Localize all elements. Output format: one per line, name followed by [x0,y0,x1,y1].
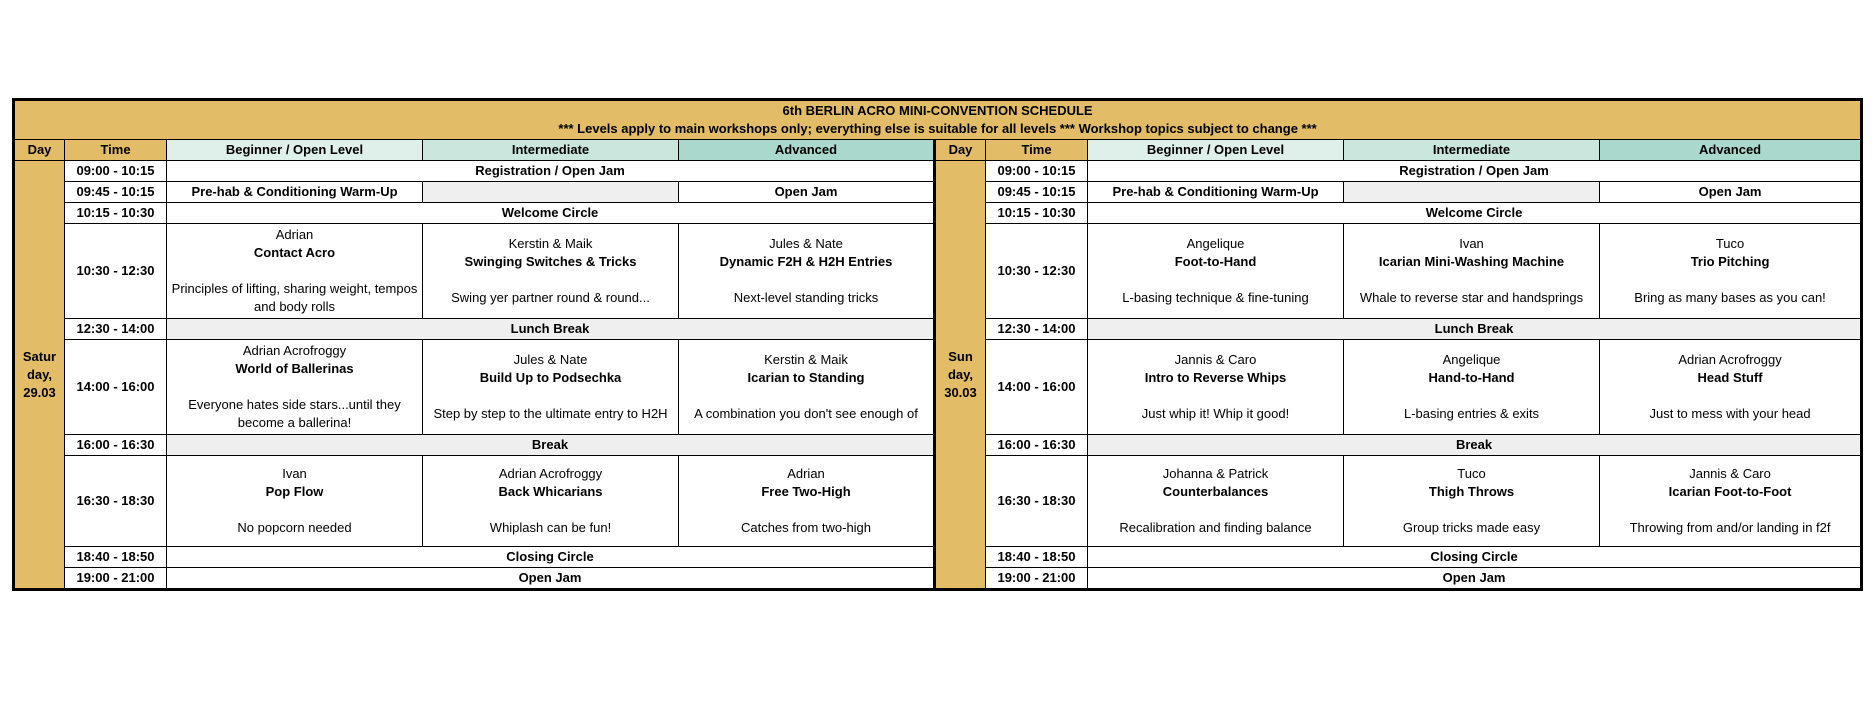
workshop-instructor: Jannis & Caro [1174,352,1257,367]
day-label-line: 30.03 [944,384,977,400]
schedule-body [14,161,1862,590]
spacer [1092,501,1339,519]
title-row [14,100,1862,140]
workshop-instructor: Adrian Acrofroggy [242,343,347,358]
workshop-name: Foot-to-Hand [1174,254,1257,269]
workshop-instructor: Johanna & Patrick [1162,466,1269,481]
spacer [683,387,929,405]
workshop-name: Build Up to Podsechka [479,370,622,385]
schedule-title: 6th BERLIN ACRO MINI-CONVENTION SCHEDULE [782,103,1093,118]
workshop-description: Bring as many bases as you can! [1634,290,1826,305]
workshop-name: Counterbalances [1162,484,1269,499]
empty-cell [423,182,679,203]
time-cell: 09:00 - 10:15 [986,161,1088,182]
workshop-cell [167,456,423,547]
time-cell: 14:00 - 16:00 [986,340,1088,435]
time-cell: 16:00 - 16:30 [65,435,167,456]
block-cell: Closing Circle [1088,547,1862,568]
workshop-cell [1600,456,1862,547]
time-cell: 10:15 - 10:30 [65,203,167,224]
day-label-line: 29.03 [23,384,56,400]
workshop-description: Throwing from and/or landing in f2f [1629,520,1831,535]
block-cell: Welcome Circle [1088,203,1862,224]
col-header-day: Day [14,140,65,161]
time-cell: 10:15 - 10:30 [986,203,1088,224]
workshop-cell [167,224,423,319]
workshop-name: World of Ballerinas [235,361,354,376]
workshop-description: Recalibration and finding balance [1119,520,1312,535]
workshop-description: No popcorn needed [237,520,352,535]
block-cell: Lunch Break [1088,319,1862,340]
workshop-cell [679,340,935,435]
spacer [427,387,674,405]
workshop-cell [423,224,679,319]
spacer [1348,271,1595,289]
col-header-time: Time [65,140,167,161]
spacer [683,271,929,289]
workshop-cell [423,456,679,547]
time-cell: 10:30 - 12:30 [65,224,167,319]
workshop-description: Just whip it! Whip it good! [1141,406,1290,421]
day-label-line: day, [947,366,974,382]
block-cell: Registration / Open Jam [167,161,935,182]
spacer [1348,501,1595,519]
time-cell: 12:30 - 14:00 [65,319,167,340]
workshop-cell [167,340,423,435]
workshop-cell [1088,224,1344,319]
workshop-name: Back Whicarians [498,484,603,499]
time-cell: 18:40 - 18:50 [65,547,167,568]
day-label-line: Sun [948,348,973,364]
workshop-description: Swing yer partner round & round... [451,290,650,305]
workshop-instructor: Angelique [1186,236,1245,251]
workshop-name: Free Two-High [761,484,851,499]
workshop-instructor: Adrian [787,466,825,481]
workshop-name: Thigh Throws [1428,484,1515,499]
header-row [14,140,1862,161]
col-header-day: Day [935,140,986,161]
workshop-name: Hand-to-Hand [1428,370,1515,385]
workshop-instructor: Kerstin & Maik [508,236,593,251]
workshop-description: Catches from two-high [740,520,872,535]
workshop-cell [1600,224,1862,319]
schedule-table [12,98,1863,591]
time-cell: 09:45 - 10:15 [65,182,167,203]
block-cell: Lunch Break [167,319,935,340]
block-cell: Break [167,435,935,456]
col-header-advanced: Advanced [679,140,935,161]
col-header-beginner: Beginner / Open Level [167,140,423,161]
time-cell: 16:30 - 18:30 [986,456,1088,547]
day-label-sat [14,161,65,590]
workshop-description: Next-level standing tricks [733,290,879,305]
workshop-name: Head Stuff [1697,370,1763,385]
workshop-cell [1600,340,1862,435]
workshop-instructor: Adrian Acrofroggy [498,466,603,481]
workshop-name: Pop Flow [265,484,324,499]
workshop-description: Whiplash can be fun! [489,520,612,535]
workshop-description: Just to mess with your head [1649,406,1811,421]
workshop-cell [423,340,679,435]
workshop-instructor: Adrian [275,227,314,242]
workshop-instructor: Angelique [1442,352,1501,367]
block-cell: Open Jam [167,568,935,590]
day-label-line: Satur [22,348,57,364]
schedule-row [14,161,1862,182]
schedule-subtitle: *** Levels apply to main workshops only; everything else is suitable for all levels *** Workshop topics subject to change *** [558,121,1317,136]
workshop-cell [679,224,935,319]
workshop-instructor: Tuco [1457,466,1486,481]
spacer [171,501,418,519]
workshop-instructor: Kerstin & Maik [764,352,848,367]
spacer [1348,387,1595,405]
block-cell: Registration / Open Jam [1088,161,1862,182]
workshop-description: Step by step to the ultimate entry to H2H [433,406,668,421]
time-cell: 14:00 - 16:00 [65,340,167,435]
workshop-instructor: Tuco [1715,236,1745,251]
workshop-name: Intro to Reverse Whips [1144,370,1287,385]
workshop-instructor: Ivan [1459,236,1484,251]
col-header-beginner: Beginner / Open Level [1088,140,1344,161]
workshop-description: A combination you don't see enough of [694,406,918,421]
time-cell: 10:30 - 12:30 [986,224,1088,319]
workshop-instructor: Jules & Nate [513,352,588,367]
workshop-cell [679,456,935,547]
workshop-name: Icarian Mini-Washing Machine [1378,254,1565,269]
time-cell: 16:30 - 18:30 [65,456,167,547]
time-cell: 19:00 - 21:00 [986,568,1088,590]
time-cell: 12:30 - 14:00 [986,319,1088,340]
day-label-sun [935,161,986,590]
time-cell: 19:00 - 21:00 [65,568,167,590]
workshop-description: L-basing entries & exits [1403,406,1540,421]
warmup-cell: Pre-hab & Conditioning Warm-Up [1088,182,1344,203]
workshop-description: Principles of lifting, sharing weight, tempos and body rolls [171,281,418,314]
block-cell: Welcome Circle [167,203,935,224]
col-header-advanced: Advanced [1600,140,1862,161]
spacer [1092,387,1339,405]
col-header-intermediate: Intermediate [1344,140,1600,161]
workshop-description: Group tricks made easy [1402,520,1541,535]
workshop-instructor: Jules & Nate [769,236,843,251]
workshop-description: Everyone hates side stars...until they become a ballerina! [188,397,401,430]
time-cell: 09:45 - 10:15 [986,182,1088,203]
workshop-name: Trio Pitching [1690,254,1770,269]
day-label-line: day, [26,366,53,382]
spacer [1604,271,1856,289]
workshop-instructor: Ivan [282,466,307,481]
warmup-cell: Pre-hab & Conditioning Warm-Up [167,182,423,203]
workshop-name: Icarian to Standing [747,370,865,385]
workshop-instructor: Adrian Acrofroggy [1678,352,1782,367]
block-cell: Break [1088,435,1862,456]
col-header-time: Time [986,140,1088,161]
workshop-cell [1088,340,1344,435]
block-cell: Open Jam [1088,568,1862,590]
block-cell: Closing Circle [167,547,935,568]
spacer [1092,271,1339,289]
workshop-cell [1344,340,1600,435]
spacer [171,378,418,396]
open-jam-cell: Open Jam [679,182,935,203]
spacer [1604,501,1856,519]
spacer [171,262,418,280]
time-cell: 18:40 - 18:50 [986,547,1088,568]
workshop-name: Dynamic F2H & H2H Entries [719,254,893,269]
spacer [427,271,674,289]
spacer [1604,387,1856,405]
spacer [683,501,929,519]
time-cell: 16:00 - 16:30 [986,435,1088,456]
workshop-instructor: Jannis & Caro [1689,466,1771,481]
title-cell [14,100,1862,140]
col-header-intermediate: Intermediate [423,140,679,161]
time-cell: 09:00 - 10:15 [65,161,167,182]
workshop-cell [1344,456,1600,547]
spacer [427,501,674,519]
workshop-name: Contact Acro [253,245,336,260]
empty-cell [1344,182,1600,203]
workshop-name: Swinging Switches & Tricks [464,254,637,269]
workshop-description: Whale to reverse star and handsprings [1359,290,1584,305]
workshop-cell [1344,224,1600,319]
workshop-description: L-basing technique & fine-tuning [1122,290,1309,305]
open-jam-cell: Open Jam [1600,182,1862,203]
workshop-name: Icarian Foot-to-Foot [1668,484,1792,499]
workshop-cell [1088,456,1344,547]
